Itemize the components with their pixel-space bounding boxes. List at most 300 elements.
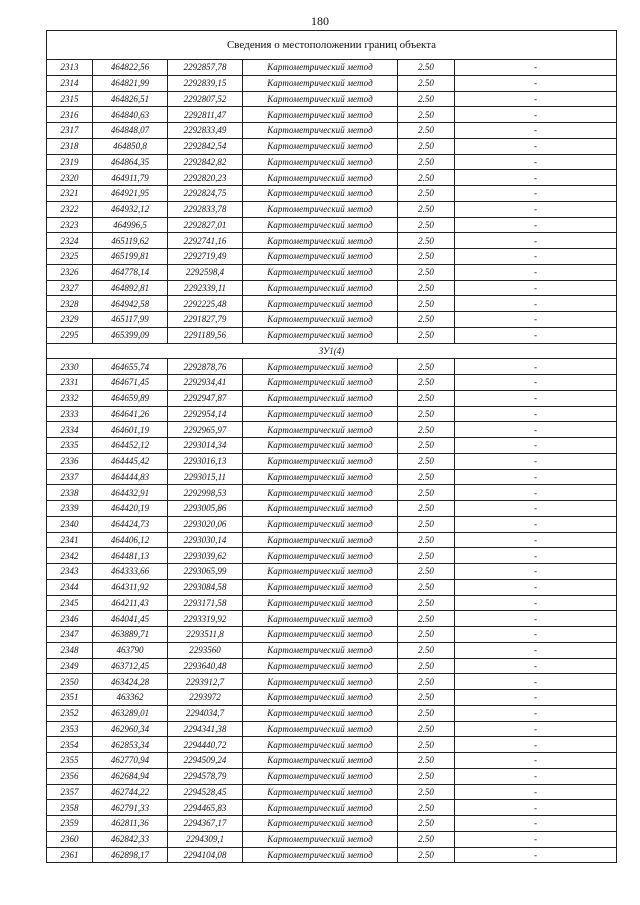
coordinate-x: 464778,14: [93, 264, 168, 280]
description-cell: -: [455, 390, 617, 406]
table-header-row: [47, 31, 617, 60]
coordinate-y: 2293972: [168, 690, 243, 706]
precision-cell: 2.50: [398, 831, 455, 847]
precision-cell: 2.50: [398, 516, 455, 532]
method-cell: Картометрический метод: [243, 233, 398, 249]
point-number: 2334: [47, 422, 93, 438]
description-cell: -: [455, 674, 617, 690]
coordinate-y: 2291189,56: [168, 327, 243, 343]
coordinate-x: 464932,12: [93, 201, 168, 217]
method-cell: Картометрический метод: [243, 296, 398, 312]
precision-cell: 2.50: [398, 501, 455, 517]
description-cell: -: [455, 753, 617, 769]
precision-cell: 2.50: [398, 233, 455, 249]
table-row: [47, 249, 617, 265]
coordinate-x: 464311,92: [93, 579, 168, 595]
table-row: [47, 154, 617, 170]
method-cell: Картометрический метод: [243, 123, 398, 139]
coordinate-x: 462898,17: [93, 847, 168, 863]
point-number: 2341: [47, 532, 93, 548]
description-cell: -: [455, 595, 617, 611]
point-number: 2323: [47, 217, 93, 233]
description-cell: -: [455, 469, 617, 485]
method-cell: Картометрический метод: [243, 847, 398, 863]
coordinate-y: 2292225,48: [168, 296, 243, 312]
method-cell: Картометрический метод: [243, 469, 398, 485]
coordinate-x: 463289,01: [93, 705, 168, 721]
method-cell: Картометрический метод: [243, 438, 398, 454]
precision-cell: 2.50: [398, 816, 455, 832]
description-cell: -: [455, 170, 617, 186]
coordinate-y: 2292820,23: [168, 170, 243, 186]
method-cell: Картометрический метод: [243, 768, 398, 784]
page-number: 180: [311, 14, 329, 28]
table-row: [47, 217, 617, 233]
description-cell: -: [455, 642, 617, 658]
description-cell: -: [455, 406, 617, 422]
point-number: 2354: [47, 737, 93, 753]
description-cell: -: [455, 658, 617, 674]
point-number: 2330: [47, 359, 93, 375]
method-cell: Картометрический метод: [243, 422, 398, 438]
coordinate-x: 464445,42: [93, 453, 168, 469]
precision-cell: 2.50: [398, 91, 455, 107]
table-row: [47, 280, 617, 296]
point-number: 2315: [47, 91, 93, 107]
coordinate-y: 2292598,4: [168, 264, 243, 280]
coordinate-x: 465199,81: [93, 249, 168, 265]
point-number: 2322: [47, 201, 93, 217]
method-cell: Картометрический метод: [243, 705, 398, 721]
coordinate-x: 463424,28: [93, 674, 168, 690]
precision-cell: 2.50: [398, 453, 455, 469]
coordinate-y: 2294341,38: [168, 721, 243, 737]
coordinate-y: 2293020,06: [168, 516, 243, 532]
point-number: 2356: [47, 768, 93, 784]
method-cell: Картометрический метод: [243, 784, 398, 800]
point-number: 2344: [47, 579, 93, 595]
point-number: 2342: [47, 548, 93, 564]
precision-cell: 2.50: [398, 737, 455, 753]
coordinate-y: 2292947,87: [168, 390, 243, 406]
coordinate-x: 464452,12: [93, 438, 168, 454]
coordinate-x: 464211,43: [93, 595, 168, 611]
precision-cell: 2.50: [398, 674, 455, 690]
table-row: [47, 753, 617, 769]
method-cell: Картометрический метод: [243, 107, 398, 123]
coordinate-x: 462853,34: [93, 737, 168, 753]
table-row: [47, 564, 617, 580]
description-cell: -: [455, 264, 617, 280]
precision-cell: 2.50: [398, 564, 455, 580]
table-row: [47, 469, 617, 485]
description-cell: -: [455, 312, 617, 328]
method-cell: Картометрический метод: [243, 721, 398, 737]
precision-cell: 2.50: [398, 627, 455, 643]
table-row: [47, 674, 617, 690]
coordinate-x: 464641,26: [93, 406, 168, 422]
section-label: ЗУ1(4): [47, 343, 617, 359]
coordinate-x: 462770,94: [93, 753, 168, 769]
coordinate-y: 2292934,41: [168, 375, 243, 391]
precision-cell: 2.50: [398, 847, 455, 863]
coordinate-y: 2293171,58: [168, 595, 243, 611]
table-row: [47, 784, 617, 800]
precision-cell: 2.50: [398, 217, 455, 233]
method-cell: Картометрический метод: [243, 217, 398, 233]
precision-cell: 2.50: [398, 579, 455, 595]
coordinate-x: 463362: [93, 690, 168, 706]
description-cell: -: [455, 705, 617, 721]
coordinate-y: 2293030,14: [168, 532, 243, 548]
point-number: 2358: [47, 800, 93, 816]
precision-cell: 2.50: [398, 768, 455, 784]
description-cell: -: [455, 296, 617, 312]
coordinate-x: 464996,5: [93, 217, 168, 233]
precision-cell: 2.50: [398, 611, 455, 627]
point-number: 2340: [47, 516, 93, 532]
coordinate-y: 2294465,83: [168, 800, 243, 816]
coordinate-y: 2293084,58: [168, 579, 243, 595]
method-cell: Картометрический метод: [243, 75, 398, 91]
precision-cell: 2.50: [398, 375, 455, 391]
coordinate-y: 2293640,48: [168, 658, 243, 674]
table-row: [47, 721, 617, 737]
point-number: 2325: [47, 249, 93, 265]
method-cell: Картометрический метод: [243, 390, 398, 406]
coordinate-y: 2293039,62: [168, 548, 243, 564]
description-cell: -: [455, 800, 617, 816]
method-cell: Картометрический метод: [243, 516, 398, 532]
point-number: 2321: [47, 186, 93, 202]
method-cell: Картометрический метод: [243, 737, 398, 753]
method-cell: Картометрический метод: [243, 579, 398, 595]
table-row: [47, 296, 617, 312]
coordinate-y: 2292965,97: [168, 422, 243, 438]
method-cell: Картометрический метод: [243, 186, 398, 202]
description-cell: -: [455, 579, 617, 595]
coordinate-x: 464942,58: [93, 296, 168, 312]
coordinate-y: 2292878,76: [168, 359, 243, 375]
coordinate-y: 2292827,01: [168, 217, 243, 233]
coordinate-x: 462842,33: [93, 831, 168, 847]
coordinate-x: 464921,95: [93, 186, 168, 202]
table-row: [47, 170, 617, 186]
description-cell: -: [455, 375, 617, 391]
precision-cell: 2.50: [398, 154, 455, 170]
coordinate-y: 2292833,78: [168, 201, 243, 217]
section-row: [47, 343, 617, 359]
coordinate-y: 2293065,99: [168, 564, 243, 580]
coordinate-y: 2293319,92: [168, 611, 243, 627]
table-row: [47, 847, 617, 863]
method-cell: Картометрический метод: [243, 406, 398, 422]
point-number: 2351: [47, 690, 93, 706]
coordinate-y: 2294509,24: [168, 753, 243, 769]
coordinate-x: 464840,63: [93, 107, 168, 123]
coordinate-y: 2294528,45: [168, 784, 243, 800]
point-number: 2324: [47, 233, 93, 249]
description-cell: -: [455, 91, 617, 107]
method-cell: Картометрический метод: [243, 91, 398, 107]
precision-cell: 2.50: [398, 312, 455, 328]
point-number: 2328: [47, 296, 93, 312]
method-cell: Картометрический метод: [243, 548, 398, 564]
coordinate-x: 463712,45: [93, 658, 168, 674]
method-cell: Картометрический метод: [243, 658, 398, 674]
coordinate-x: 464432,91: [93, 485, 168, 501]
precision-cell: 2.50: [398, 705, 455, 721]
description-cell: -: [455, 60, 617, 76]
point-number: 2336: [47, 453, 93, 469]
point-number: 2313: [47, 60, 93, 76]
description-cell: -: [455, 280, 617, 296]
description-cell: -: [455, 422, 617, 438]
method-cell: Картометрический метод: [243, 816, 398, 832]
point-number: 2331: [47, 375, 93, 391]
point-number: 2347: [47, 627, 93, 643]
method-cell: Картометрический метод: [243, 831, 398, 847]
precision-cell: 2.50: [398, 438, 455, 454]
table-row: [47, 642, 617, 658]
point-number: 2338: [47, 485, 93, 501]
point-number: 2349: [47, 658, 93, 674]
method-cell: Картометрический метод: [243, 532, 398, 548]
method-cell: Картометрический метод: [243, 453, 398, 469]
coordinate-y: 2291827,79: [168, 312, 243, 328]
point-number: 2295: [47, 327, 93, 343]
coordinate-y: 2292811,47: [168, 107, 243, 123]
point-number: 2343: [47, 564, 93, 580]
table-row: [47, 201, 617, 217]
description-cell: -: [455, 784, 617, 800]
precision-cell: 2.50: [398, 201, 455, 217]
coordinate-x: 464821,99: [93, 75, 168, 91]
description-cell: -: [455, 485, 617, 501]
point-number: 2361: [47, 847, 93, 863]
point-number: 2359: [47, 816, 93, 832]
table-row: [47, 438, 617, 454]
coordinate-x: 464655,74: [93, 359, 168, 375]
coordinate-x: 464826,51: [93, 91, 168, 107]
precision-cell: 2.50: [398, 658, 455, 674]
coordinate-y: 2294367,17: [168, 816, 243, 832]
description-cell: -: [455, 327, 617, 343]
precision-cell: 2.50: [398, 469, 455, 485]
point-number: 2348: [47, 642, 93, 658]
description-cell: -: [455, 611, 617, 627]
point-number: 2337: [47, 469, 93, 485]
coordinate-y: 2292842,54: [168, 138, 243, 154]
method-cell: Картометрический метод: [243, 611, 398, 627]
coordinate-y: 2294104,08: [168, 847, 243, 863]
method-cell: Картометрический метод: [243, 627, 398, 643]
coordinate-x: 462960,34: [93, 721, 168, 737]
description-cell: -: [455, 768, 617, 784]
method-cell: Картометрический метод: [243, 501, 398, 517]
table-row: [47, 705, 617, 721]
coordinate-x: 464424,73: [93, 516, 168, 532]
table-row: [47, 768, 617, 784]
point-number: 2360: [47, 831, 93, 847]
table-row: [47, 327, 617, 343]
table-row: [47, 91, 617, 107]
precision-cell: 2.50: [398, 359, 455, 375]
coordinate-x: 465119,62: [93, 233, 168, 249]
coordinate-x: 462744,22: [93, 784, 168, 800]
coordinate-x: 462811,36: [93, 816, 168, 832]
coordinate-y: 2292833,49: [168, 123, 243, 139]
method-cell: Картометрический метод: [243, 359, 398, 375]
point-number: 2327: [47, 280, 93, 296]
precision-cell: 2.50: [398, 280, 455, 296]
coordinate-x: 464406,12: [93, 532, 168, 548]
coordinate-y: 2294034,7: [168, 705, 243, 721]
table-row: [47, 627, 617, 643]
point-number: 2352: [47, 705, 93, 721]
table-body: [47, 31, 617, 863]
precision-cell: 2.50: [398, 753, 455, 769]
table-row: [47, 60, 617, 76]
table-row: [47, 422, 617, 438]
table-row: [47, 532, 617, 548]
precision-cell: 2.50: [398, 107, 455, 123]
table-row: [47, 390, 617, 406]
point-number: 2317: [47, 123, 93, 139]
method-cell: Картометрический метод: [243, 674, 398, 690]
description-cell: -: [455, 75, 617, 91]
point-number: 2350: [47, 674, 93, 690]
description-cell: -: [455, 532, 617, 548]
table-row: [47, 816, 617, 832]
precision-cell: 2.50: [398, 548, 455, 564]
coordinate-x: 462684,94: [93, 768, 168, 784]
point-number: 2355: [47, 753, 93, 769]
description-cell: -: [455, 201, 617, 217]
coordinate-x: 464892,81: [93, 280, 168, 296]
boundary-table: [46, 30, 617, 863]
coordinate-x: 463790: [93, 642, 168, 658]
precision-cell: 2.50: [398, 485, 455, 501]
table-row: [47, 107, 617, 123]
coordinate-x: 464911,79: [93, 170, 168, 186]
method-cell: Картометрический метод: [243, 327, 398, 343]
description-cell: -: [455, 690, 617, 706]
description-cell: -: [455, 847, 617, 863]
precision-cell: 2.50: [398, 264, 455, 280]
coordinate-y: 2294309,1: [168, 831, 243, 847]
point-number: 2339: [47, 501, 93, 517]
coordinate-x: 464481,13: [93, 548, 168, 564]
method-cell: Картометрический метод: [243, 170, 398, 186]
description-cell: -: [455, 737, 617, 753]
precision-cell: 2.50: [398, 186, 455, 202]
coordinate-x: 464333,66: [93, 564, 168, 580]
coordinate-y: 2293014,34: [168, 438, 243, 454]
point-number: 2319: [47, 154, 93, 170]
description-cell: -: [455, 217, 617, 233]
coordinate-x: 464601,19: [93, 422, 168, 438]
coordinate-y: 2292741,16: [168, 233, 243, 249]
table-row: [47, 123, 617, 139]
coordinate-x: 465117,99: [93, 312, 168, 328]
point-number: 2353: [47, 721, 93, 737]
table-row: [47, 359, 617, 375]
coordinate-x: 464822,56: [93, 60, 168, 76]
description-cell: -: [455, 831, 617, 847]
coordinate-x: 464444,83: [93, 469, 168, 485]
description-cell: -: [455, 138, 617, 154]
method-cell: Картометрический метод: [243, 690, 398, 706]
coordinate-x: 464850,8: [93, 138, 168, 154]
method-cell: Картометрический метод: [243, 800, 398, 816]
description-cell: -: [455, 186, 617, 202]
description-cell: -: [455, 123, 617, 139]
table-row: [47, 737, 617, 753]
coordinate-y: 2294578,79: [168, 768, 243, 784]
coordinate-x: 464659,89: [93, 390, 168, 406]
table-row: [47, 548, 617, 564]
precision-cell: 2.50: [398, 327, 455, 343]
description-cell: -: [455, 721, 617, 737]
coordinate-y: 2292807,52: [168, 91, 243, 107]
method-cell: Картометрический метод: [243, 485, 398, 501]
table-row: [47, 186, 617, 202]
method-cell: Картометрический метод: [243, 564, 398, 580]
coordinate-x: 463889,71: [93, 627, 168, 643]
method-cell: Картометрический метод: [243, 753, 398, 769]
table-row: [47, 375, 617, 391]
coordinate-y: 2292857,78: [168, 60, 243, 76]
precision-cell: 2.50: [398, 595, 455, 611]
coordinate-y: 2293015,11: [168, 469, 243, 485]
table-row: [47, 453, 617, 469]
table-row: [47, 658, 617, 674]
table-row: [47, 406, 617, 422]
table-row: [47, 264, 617, 280]
table-row: [47, 595, 617, 611]
precision-cell: 2.50: [398, 690, 455, 706]
description-cell: -: [455, 359, 617, 375]
point-number: 2335: [47, 438, 93, 454]
coordinate-y: 2292339,11: [168, 280, 243, 296]
method-cell: Картометрический метод: [243, 249, 398, 265]
coordinate-y: 2292824,75: [168, 186, 243, 202]
coordinate-y: 2294440,72: [168, 737, 243, 753]
table-row: [47, 690, 617, 706]
description-cell: -: [455, 154, 617, 170]
table-row: [47, 800, 617, 816]
coordinate-x: 464041,45: [93, 611, 168, 627]
precision-cell: 2.50: [398, 642, 455, 658]
precision-cell: 2.50: [398, 249, 455, 265]
description-cell: -: [455, 249, 617, 265]
description-cell: -: [455, 627, 617, 643]
precision-cell: 2.50: [398, 721, 455, 737]
precision-cell: 2.50: [398, 532, 455, 548]
coordinate-y: 2292839,15: [168, 75, 243, 91]
table-row: [47, 138, 617, 154]
table-row: [47, 501, 617, 517]
table-row: [47, 233, 617, 249]
description-cell: -: [455, 516, 617, 532]
coordinate-y: 2293016,13: [168, 453, 243, 469]
coordinate-x: 465399,09: [93, 327, 168, 343]
method-cell: Картометрический метод: [243, 280, 398, 296]
point-number: 2333: [47, 406, 93, 422]
precision-cell: 2.50: [398, 60, 455, 76]
description-cell: -: [455, 548, 617, 564]
